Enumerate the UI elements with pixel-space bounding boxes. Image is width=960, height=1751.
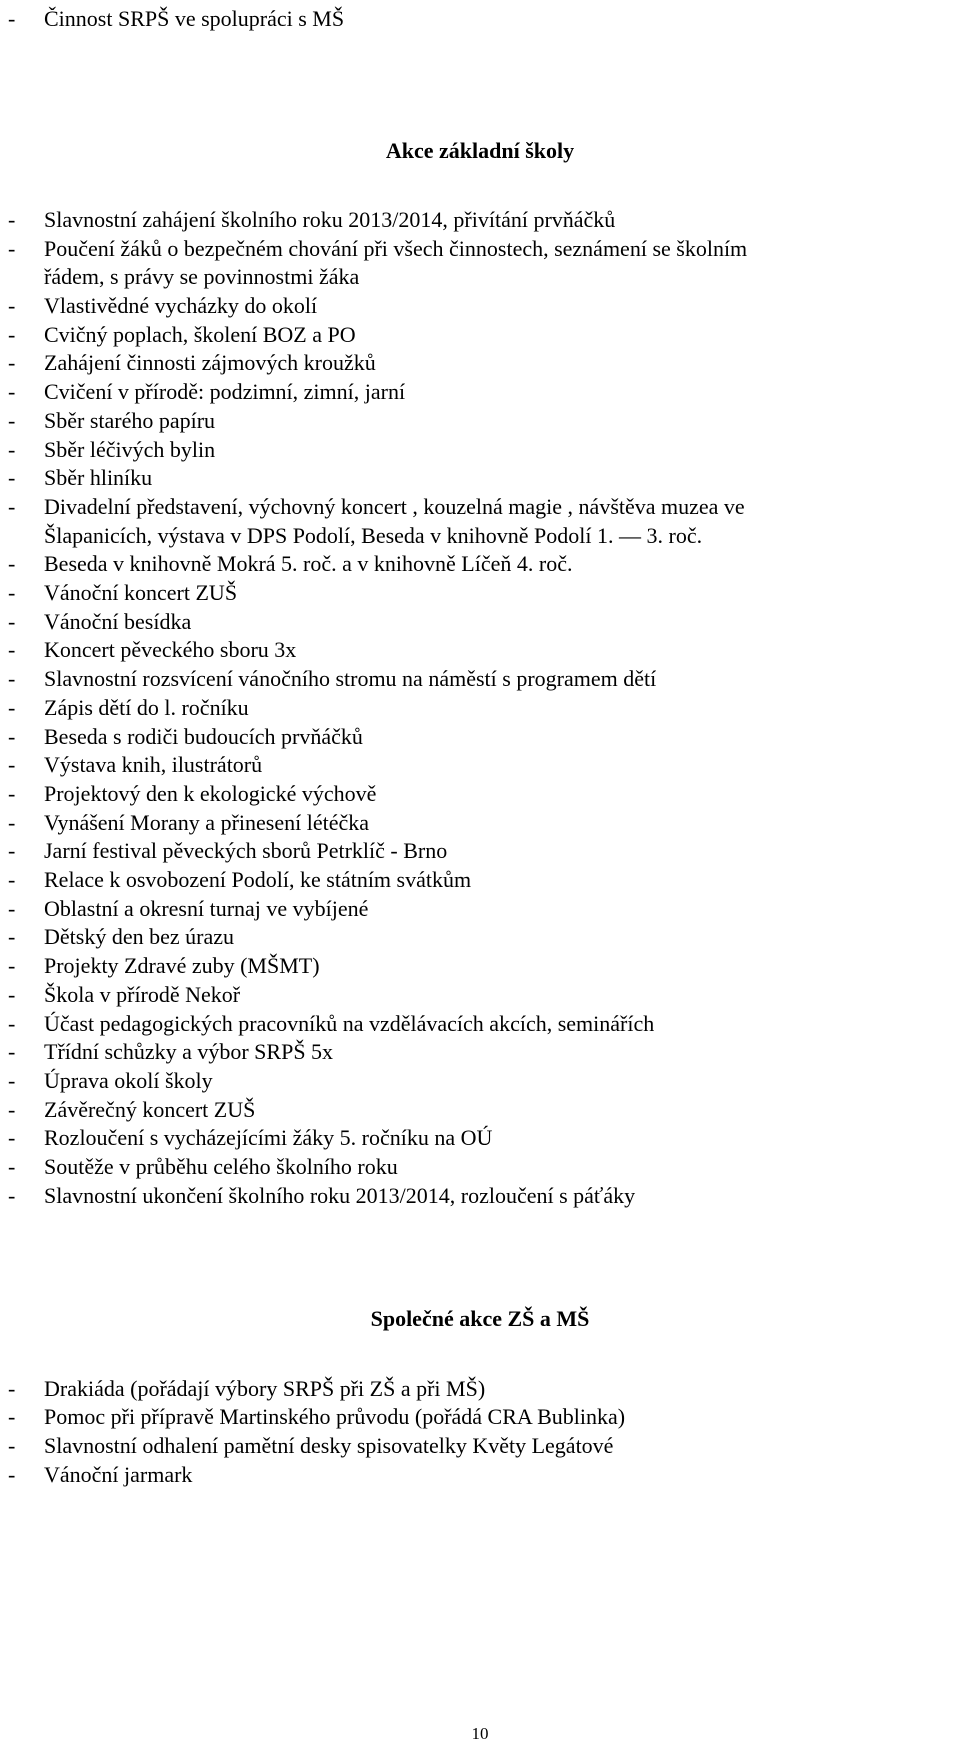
bullet-dash: - [8, 6, 16, 31]
section-heading-zs: Akce základní školy [385, 138, 575, 163]
section-heading-zs-ms: Společné akce ZŠ a MŠ [370, 1306, 590, 1331]
page-number: 10 [471, 1724, 489, 1743]
intro-item: Činnost SRPŠ ve spolupráci s MŠ [44, 6, 345, 31]
document-page: - Činnost SRPŠ ve spolupráci s MŠ Akce základní školy - Slavnostní zahájení školního roku 2013/2014, přivítání prvňáčků - Poučení žáků o bezpečném chování při všech činnostech, seznámení se školním řádem, s právy se povinnostmi žáka - Vlastivědné vycházky do okolí - Cvičný poplach, školení BOZ a PO - Zahájení činnosti zájmových kroužků - Cvičení v přírodě: podzimní, zimní, jarní - Sběr starého papíru - Sběr léčivých bylin - Sběr hliníku - Divadelní představení, výchovný koncert , kouzelná magie , návštěva muzea ve Šlapanicích, výstava v DPS Podolí, Beseda v knihovně Podolí 1. — 3. roč. - Beseda v knihovně Mokrá 5. roč. a v knihovně Líčeň 4. roč. - Vánoční koncert ZUŠ - Vánoční besídka - Koncert pěveckého sboru 3x - Slavnostní rozsvícení vánočního stromu na náměstí s programem dětí - Zápis dětí do l. ročníku - Beseda s rodiči budoucích prvňáčků - Výstava knih, ilustrátorů - Projektový den k ekologické výchově - Vynášení Morany a přinesení létéčka - Jarní festival pěveckých sborů Petrklíč - Brno - Relace k osvobození Podolí, ke státním svátkům - Oblastní a okresní turnaj ve vybíjené - Dětský den bez úrazu - Projekty Zdravé zuby (MŠMT) - Škola v přírodě Nekoř - Účast pedagogických pracovníků na vzdělávacích akcích, seminářích - Třídní schůzky a výbor SRPŠ 5x - Úprava okolí školy - Závěrečný koncert ZUŠ - Rozloučení s vycházejícími žáky 5. ročníku na OÚ - Soutěže v průběhu celého školního roku - Slavnostní ukončení školního roku 2013/2014, rozloučení s páťáky Společné akce ZŠ a MŠ - Drakiáda (pořádají výbory SRPŠ při ZŠ a při MŠ) - Pomoc při přípravě Martinského průvodu (pořádá CRA Bublinka) - Slavnostní odhalení pamětní desky spisovatelky Květy Legátové - Vánoční jarmark 10 [0, 0, 960, 1751]
